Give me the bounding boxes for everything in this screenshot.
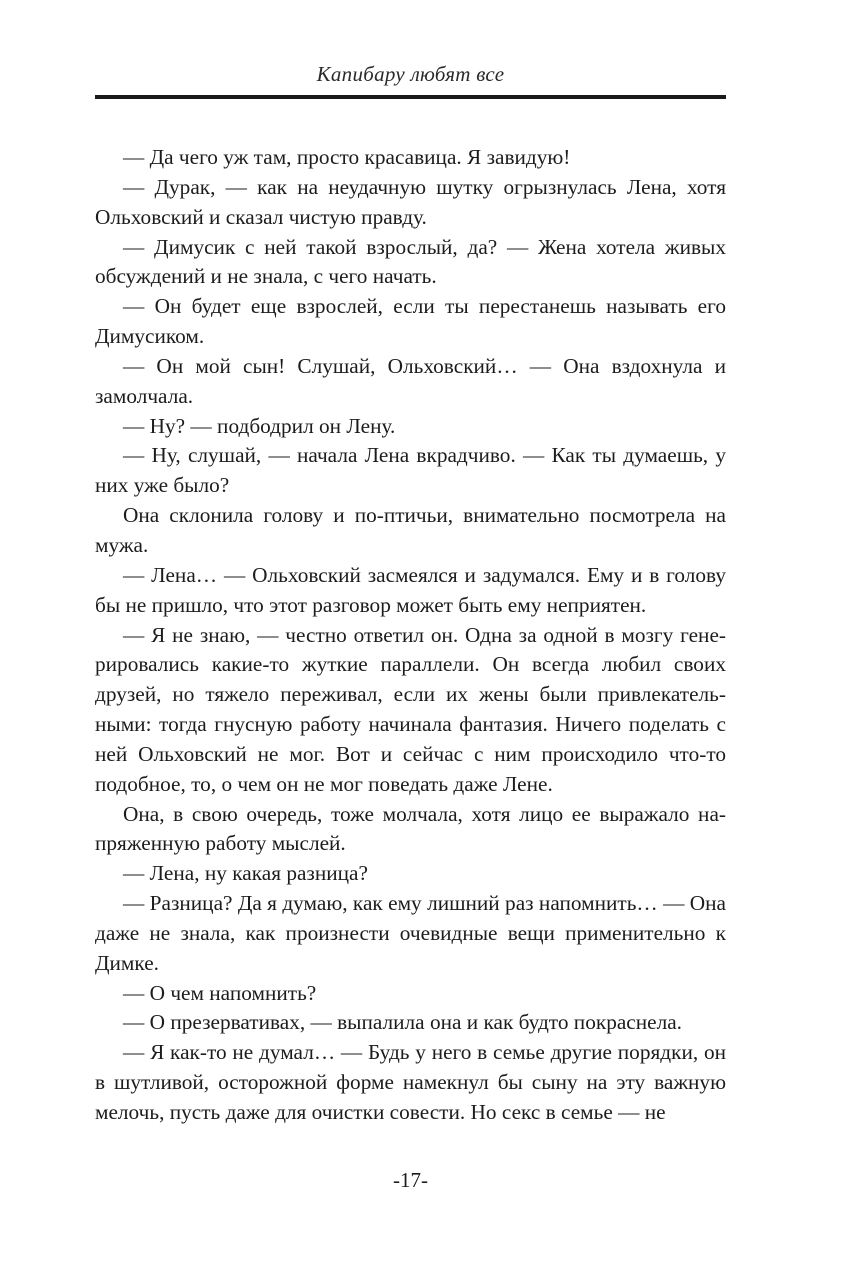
paragraph: — Ну, слушай, — начала Лена вкрадчиво. — Как ты думаешь, у них уже было?	[95, 443, 726, 498]
header-rule	[95, 95, 726, 99]
paragraph: — О презервативах, — выпалила она и как будто покраснела.	[123, 1010, 683, 1035]
paragraph: Она, в свою очередь, тоже молчала, хотя лицо ее выражало напряженную работу мыслей.	[95, 801, 726, 856]
paragraph: — Димусик с ней такой взрослый, да? — Жена хотела живых обсуждений и не знала, с чего начать.	[95, 234, 726, 289]
paragraph: — Ну? — подбодрил он Лену.	[123, 413, 396, 438]
paragraph: — Я как-то не думал… — Будь у него в семье другие порядки, он в шутливой, осторожной форме намекнул бы сыну на эту важную мелочь, пусть даже для очистки совести. Но секс в семье — не	[95, 1040, 726, 1124]
paragraph: — Он мой сын! Слушай, Ольховский… — Она вздохнула и замолчала.	[95, 353, 726, 408]
running-head-title: Капибару любят все	[316, 62, 505, 86]
paragraph: — Разница? Да я думаю, как ему лишний раз напомнить… — Она даже не знала, как произнести очевидные вещи применительно к Димке.	[95, 891, 726, 975]
paragraph: — Да чего уж там, просто красавица. Я завидую!	[123, 145, 571, 169]
paragraph: Она склонила голову и по-птичьи, внимательно посмотрела на мужа.	[95, 503, 726, 557]
paragraph: — Дурак, — как на неудачную шутку огрызнулась Лена, хотя Ольховский и сказал чистую правду.	[95, 174, 726, 229]
paragraph: — Лена, ну какая разница?	[123, 861, 368, 886]
body-text	[95, 143, 726, 1128]
paragraph: — О чем напомнить?	[123, 980, 317, 1005]
paragraph: — Я не знаю, — честно ответил он. Одна за одной в мозгу генерировались какие-то жуткие параллели. Он всегда любил своих друзей, но тяжело переживал, если их жены были привлекательными: тогда гнусную работу начинала фантазия. Ничего поделать с ней Ольховский не мог. Вот и сейчас с ним происходило что-то подобное, то, о чем он не мог поведать даже Лене.	[95, 622, 726, 796]
paragraph: — Лена… — Ольховский засмеялся и задумался. Ему и в голову бы не пришло, что этот разговор может быть ему неприятен.	[95, 562, 726, 617]
paragraph: — Он будет еще взрослей, если ты перестанешь называть его Димусиком.	[95, 294, 726, 349]
page-number: -17-	[393, 1168, 428, 1192]
